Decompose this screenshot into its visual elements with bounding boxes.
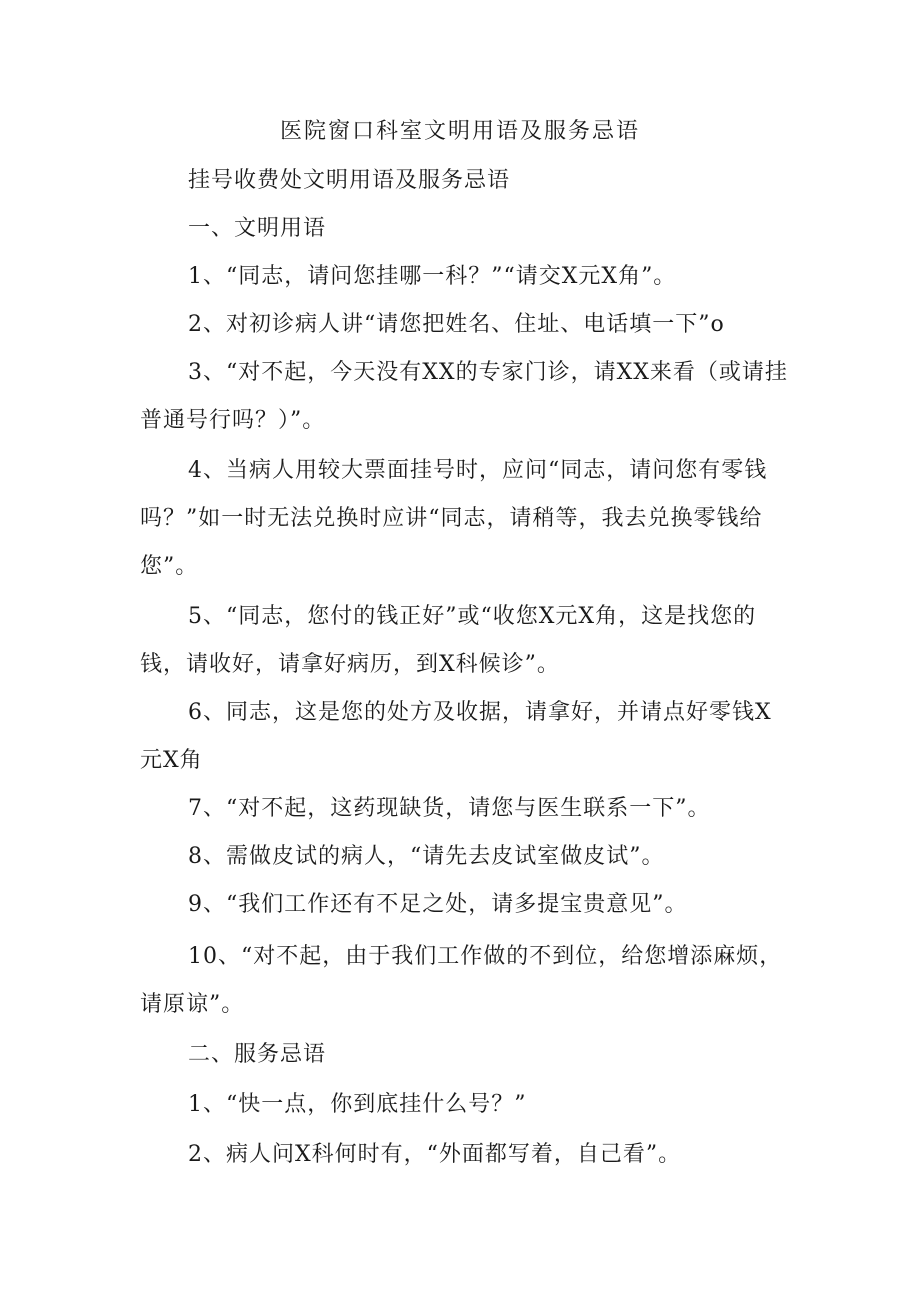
section-heading-taboo-phrases: 二、服务忌语 <box>188 1042 327 1067</box>
paragraph-taboo-2: 2、病人问X科何时有，“外面都写着，自己看”。 <box>188 1142 682 1167</box>
paragraph-taboo-1: 1、“快一点，你到底挂什么号？” <box>188 1092 527 1117</box>
paragraph-item-8: 8、需做皮试的病人，“请先去皮试室做皮试”。 <box>188 844 665 869</box>
paragraph-item-7: 7、“对不起，这药现缺货，请您与医生联系一下”。 <box>188 796 711 821</box>
paragraph-item-3: 3、“对不起，今天没有XX的专家门诊，请XX来看（或请挂普通号行吗？）”。 <box>140 360 788 433</box>
section-heading-polite-phrases: 一、文明用语 <box>188 216 327 241</box>
paragraph-item-9: 9、“我们工作还有不足之处，请多提宝贵意见”。 <box>188 892 688 917</box>
paragraph-item-6: 6、同志，这是您的处方及收据，请拿好，并请点好零钱X元X角 <box>140 700 772 773</box>
paragraph-item-4: 4、当病人用较大票面挂号时，应问“同志，请问您有零钱吗？”如一时无法兑换时应讲“同志，请稍等，我去兑换零钱给您”。 <box>140 458 768 579</box>
section-heading-registration: 挂号收费处文明用语及服务忌语 <box>188 168 511 193</box>
document-title: 医院窗口科室文明用语及服务忌语 <box>279 119 640 144</box>
paragraph-item-10: 10、“对不起，由于我们工作做的不到位，给您增添麻烦，请原谅”。 <box>140 944 783 1017</box>
paragraph-item-2: 2、对初诊病人讲“请您把姓名、住址、电话填一下”o <box>188 312 725 337</box>
paragraph-item-1: 1、“同志，请问您挂哪一科？”“请交X元X角”。 <box>188 264 677 289</box>
paragraph-item-5: 5、“同志，您付的钱正好”或“收您X元X角，这是找您的钱，请收好，请拿好病历，到X科候诊”。 <box>140 604 757 677</box>
